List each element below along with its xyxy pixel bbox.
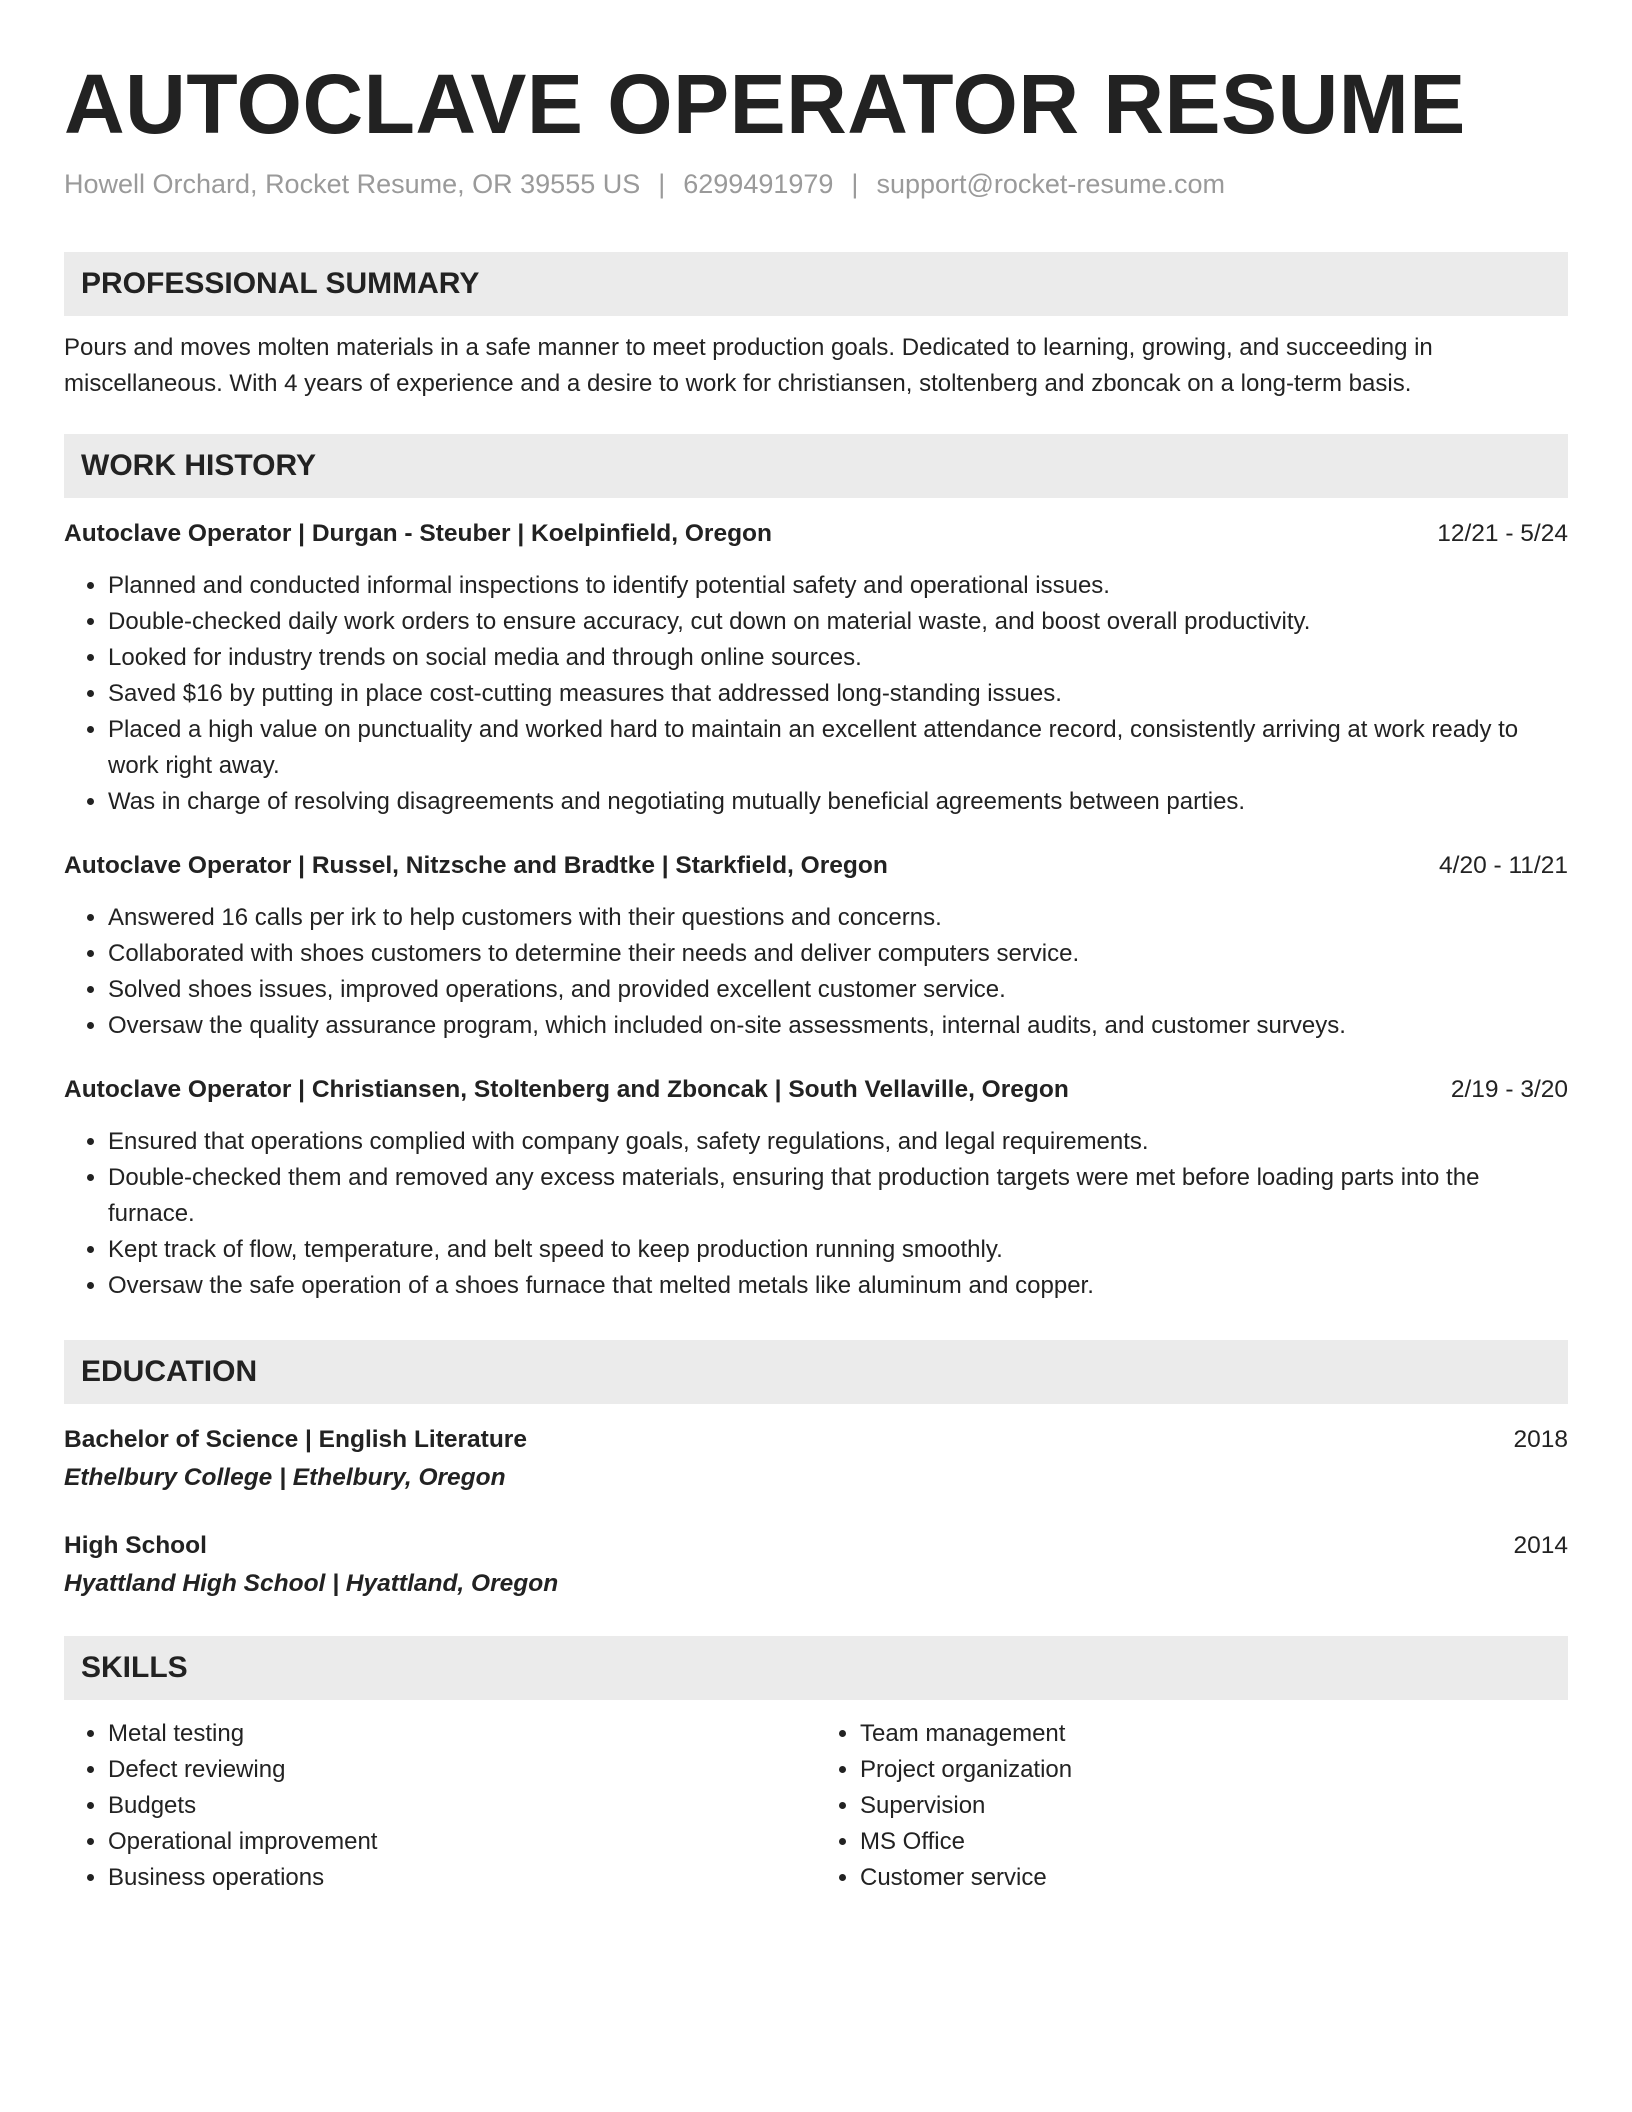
contact-email[interactable]: support@rocket-resume.com: [876, 169, 1225, 199]
education-header: [64, 1422, 1568, 1458]
work-history-heading: WORK HISTORY: [64, 434, 1568, 498]
job-bullets: [64, 568, 1568, 820]
job-bullet: • Double-checked them and removed any excess materials, ensuring that production targets were met before loading parts into the furnace.: [108, 1160, 1568, 1232]
education-degree: Bachelor of Science | English Literature: [64, 1426, 527, 1453]
job-bullet: • Oversaw the quality assurance program, which included on-site assessments, internal audits, and customer surveys.: [108, 1008, 1568, 1044]
job-dates: 12/21 - 5/24: [1437, 520, 1568, 547]
education-school: Ethelbury College | Ethelbury, Oregon: [64, 1464, 506, 1491]
skill-item: • Customer service: [860, 1860, 1568, 1896]
job-bullet: • Oversaw the safe operation of a shoes furnace that melted metals like aluminum and copper.: [108, 1268, 1568, 1304]
education-year: 2014: [1513, 1532, 1568, 1559]
job-bullet: • Placed a high value on punctuality and worked hard to maintain an excellent attendance record, consistently arriving at work ready to work right away.: [108, 712, 1568, 784]
job-entry: [64, 516, 1568, 820]
skill-item: • Project organization: [860, 1752, 1568, 1788]
skill-item: • Business operations: [108, 1860, 816, 1896]
skills-heading: SKILLS: [64, 1636, 1568, 1700]
job-bullet: • Kept track of flow, temperature, and belt speed to keep production running smoothly.: [108, 1232, 1568, 1268]
job-bullet: • Answered 16 calls per irk to help customers with their questions and concerns.: [108, 900, 1568, 936]
resume-title: AUTOCLAVE OPERATOR RESUME: [64, 57, 1466, 151]
job-header: [64, 516, 1568, 552]
job-entry: [64, 1072, 1568, 1304]
skill-item: • MS Office: [860, 1824, 1568, 1860]
education-entry: [64, 1528, 1568, 1604]
education-heading: EDUCATION: [64, 1340, 1568, 1404]
job-title: Autoclave Operator | Christiansen, Stoltenberg and Zboncak | South Vellaville, Oregon: [64, 1076, 1069, 1103]
job-bullets: [64, 1124, 1568, 1304]
skill-item: • Team management: [860, 1716, 1568, 1752]
education-year: 2018: [1513, 1426, 1568, 1453]
job-title: Autoclave Operator | Russel, Nitzsche and Bradtke | Starkfield, Oregon: [64, 852, 888, 879]
job-dates: 2/19 - 3/20: [1450, 1076, 1568, 1103]
contact-phone[interactable]: 6299491979: [683, 169, 834, 199]
job-title: Autoclave Operator | Durgan - Steuber | Koelpinfield, Oregon: [64, 520, 772, 547]
education-header: [64, 1528, 1568, 1564]
job-header: [64, 1072, 1568, 1108]
contact-separator: |: [851, 169, 859, 199]
education-entry: [64, 1422, 1568, 1498]
summary-text: Pours and moves molten materials in a safe manner to meet production goals. Dedicated to learning, growing, and succeeding in miscellaneous. With 4 years of experience and a desire to work for christiansen, stoltenberg and zboncak on a long-term basis.: [64, 334, 1433, 397]
job-bullet: • Ensured that operations complied with company goals, safety regulations, and legal requirements.: [108, 1124, 1568, 1160]
skill-item: • Defect reviewing: [108, 1752, 816, 1788]
skills-list-right: [816, 1716, 1568, 1896]
job-bullet: • Looked for industry trends on social media and through online sources.: [108, 640, 1568, 676]
job-bullet: • Double-checked daily work orders to ensure accuracy, cut down on material waste, and boost overall productivity.: [108, 604, 1568, 640]
job-bullet: • Saved $16 by putting in place cost-cutting measures that addressed long-standing issues.: [108, 676, 1568, 712]
job-entry: [64, 848, 1568, 1044]
job-dates: 4/20 - 11/21: [1439, 852, 1568, 879]
skill-item: • Operational improvement: [108, 1824, 816, 1860]
contact-line: [64, 166, 1568, 202]
contact-address: Howell Orchard, Rocket Resume, OR 39555 US: [64, 169, 641, 199]
job-bullet: • Collaborated with shoes customers to determine their needs and deliver computers service.: [108, 936, 1568, 972]
skills-columns: [64, 1716, 1568, 1896]
contact-separator: |: [658, 169, 666, 199]
job-bullet: • Was in charge of resolving disagreements and negotiating mutually beneficial agreements between parties.: [108, 784, 1568, 820]
job-header: [64, 848, 1568, 884]
skill-item: • Budgets: [108, 1788, 816, 1824]
job-bullet: • Solved shoes issues, improved operations, and provided excellent customer service.: [108, 972, 1568, 1008]
education-school: Hyattland High School | Hyattland, Oregon: [64, 1570, 559, 1597]
job-bullets: [64, 900, 1568, 1044]
education-degree: High School: [64, 1532, 207, 1559]
job-bullet: • Planned and conducted informal inspections to identify potential safety and operational issues.: [108, 568, 1568, 604]
summary-heading: PROFESSIONAL SUMMARY: [64, 252, 1568, 316]
skill-item: • Metal testing: [108, 1716, 816, 1752]
skills-list-left: [64, 1716, 816, 1896]
skill-item: • Supervision: [860, 1788, 1568, 1824]
